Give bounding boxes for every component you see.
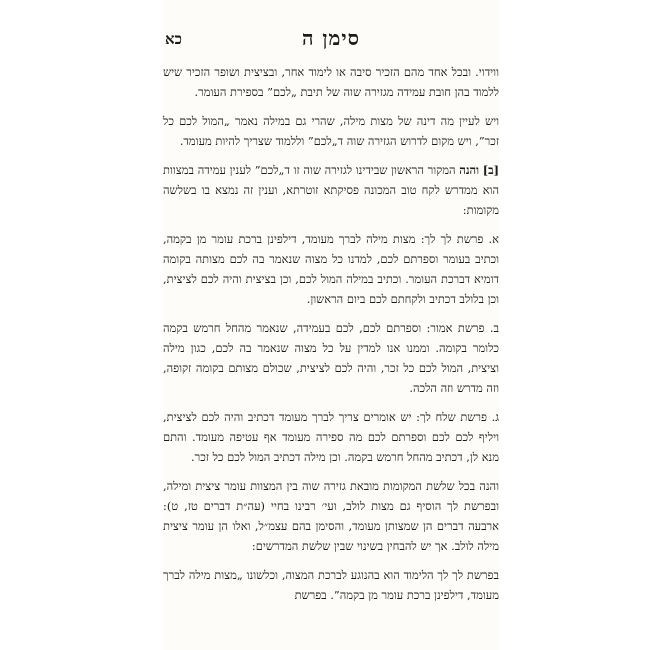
paragraph-5: ב. פרשת אמור: וספרתם לכם, לכם בעמידה, שנאמר מהחל חרמש בקמה כלומר בקומה. וממנו אנו למדין על כל מצוה שנאמר בה לכם, כגון מילה וציצית, המול לכם כל זכר, והיה לכם לציצית, שכולם מצותם בקומה זקופה, וזה מדרש וזה הלכה. xyxy=(163,321,499,395)
page-header xyxy=(163,26,499,56)
section-opening-word: והנה xyxy=(459,163,480,177)
book-page xyxy=(163,0,499,650)
paragraph-3-text: המקור הראשון שבידינו לגזירה שוה זו ד„לכם” לענין עמידה במצוות הוא ממדרש לקח טוב המכונה פסיקתא זוטרתא, וענין זה נמצא בו בשלשה מקומות: xyxy=(163,163,499,217)
section-marker: [ב] xyxy=(482,163,500,177)
paragraph-2: ויש לעיין מה דינה של מצות מילה, שהרי גם במילה נאמר „המול לכם כל זכר”, ויש מקום לדרוש הגזירה שוה ד„לכם” וללמוד שצריך להיות מעומד. xyxy=(163,114,499,148)
chapter-title: סימן ה xyxy=(301,26,361,50)
paragraph-4: א. פרשת לך לך: מצות מילה לברך מעומד, דילפינן ברכת עומר מן בקמה, וכתיב בעומר וספרתם לכם, למדנו כל מצוה שנאמר בה לכם מצותה בקומה דומיא דברכת העומר. וכתיב במילה המול לכם, וכן בציצית והיה לכם לציצית, וכן בלולב דכתיב ולקחתם לכם ביום הראשון. xyxy=(163,232,499,306)
paragraph-6: ג. פרשת שלח לך: יש אומרים צריך לברך מעומד דכתיב והיה לכם לציצית, ויליף לכם לכם וספרתם לכם מה ספירה מעומד אף עטיפה מעומד. והתם מנא לן, דכתיב מהחל חרמש בקמה. וכן מילה דכתיב המול לכם כל זכר. xyxy=(163,410,499,464)
paragraph-7: והנה בכל שלשת המקומות מובאת גזירה שוה בין המצוות עומר ציצית ומילה, ובפרשת לך הוסיף גם מצות לולב, ועי׳ רבינו בחיי (עה״ת דברים טז, ט): ארבעה דברים הן שמצותן מעומד, והסימן בהם עצמ״ל, ואלו הן עומר ציצית מילה לולב. אך יש להבחין בשינוי שבין שלשת המדרשים: xyxy=(163,479,499,553)
paragraph-3 xyxy=(163,160,499,220)
page-body xyxy=(163,62,499,614)
paragraph-1: ווידוי. ובכל אחד מהם הזכיר סיבה או לימוד אחר, ובציצית ושופר הזכיר שיש ללמוד בהן חובת עמידה מגזירה שוה של תיבת „לכם” בספירת העומר. xyxy=(163,65,499,99)
page-number: כא xyxy=(165,30,182,48)
paragraph-8: בפרשת לך לך הלימוד הוא בהנוגע לברכת המצוה, וכלשונו „מצות מילה לברך מעומד, דילפינן ברכת עומר מן בקמה”. בפרשת xyxy=(163,568,499,602)
